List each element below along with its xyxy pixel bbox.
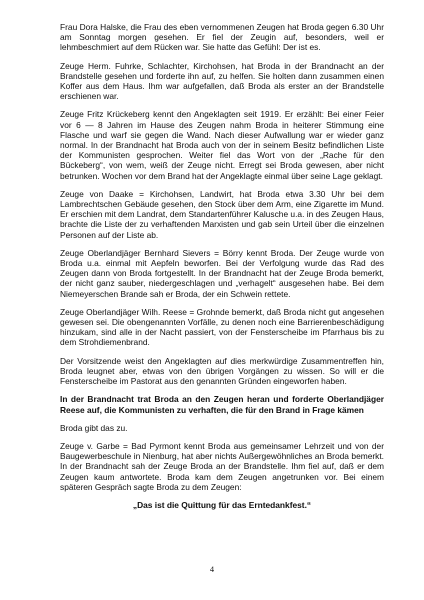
paragraph-vorsitzender: Der Vorsitzende weist den Angeklagten auf dies merkwürdige Zusammentreffen hin, Broda leugnet aber, etwas von den übrigen Vorgängen zu wissen. So will er die Fensterscheibe im Pastorat aus den genannten Gründen eingeworfen haben.	[60, 355, 384, 387]
paragraph-von-daake: Zeuge von Daake = Kirchohsen, Landwirt, hat Broda etwa 3.30 Uhr bei dem Lambrechtschen Gebäude gesehen, den Stock über dem Arm, eine Zigarette im Mund. Er erschien mit dem Landrat, dem Standartenführer Kalusche u.a. in des Zeugen Haus, brachte die Liste der zu verhaftenden Marxisten und gab sein Urteil über die einzelnen Personen auf der Liste ab.	[60, 188, 385, 240]
paragraph-fuhrke: Zeuge Herm. Fuhrke, Schlachter, Kirchohsen, hat Broda in der Brandnacht an der Brandstelle gesehen und forderte ihn auf, zu helfen. Sie holten dann zusammen einen Koffer aus dem Haus. Ihm war aufgefallen, daß Broda als erster an der Brandstelle erschienen war.	[60, 60, 384, 102]
paragraph-broda-admits: Broda gibt das zu.	[60, 422, 128, 433]
paragraph-brandnacht-highlight: In der Brandnacht trat Broda an den Zeugen heran und forderte Oberlandjäger Reese auf, die Kommunisten zu verhaften, die für den Brand in Frage kämen	[60, 394, 384, 415]
paragraph-halske: Frau Dora Halske, die Frau des eben vernommenen Zeugen hat Broda gegen 6.30 Uhr am Sonntag morgen gesehen. Er fiel der Zeugin auf, besonders, weil er lehmbeschmiert auf dem Rücken war. Sie hatte das Gefühl: Der ist es.	[60, 22, 384, 53]
paragraph-reese: Zeuge Oberlandjäger Wilh. Reese = Grohnde bemerkt, daß Broda nicht gut angesehen gewesen sei. Die obengenannten Vorfälle, zu denen noch eine Barrierenbeschädigung hinzukam, sind alle in der Nacht passiert, von der Fensterscheibe im Pfarrhaus bis zu dem Strohdiemenbrand.	[60, 306, 384, 348]
paragraph-sievers: Zeuge Oberlandjäger Bernhard Sievers = Börry kennt Broda. Der Zeuge wurde von Broda u.a. einmal mit Aepfeln beworfen. Bei der Verfolgung wurde das Rad des Zeugen dann von Broda fortgestellt. In der Brandnacht hat der Zeuge Broda bemerkt, der nicht ganz sauber, niedergeschlagen und „verhagelt“ ausgesehen habe. Bei dem Niemeyerschen Brande sah er Broda, der ein Schwein rettete.	[60, 247, 384, 299]
paragraph-krueckeberg: Zeuge Fritz Krückeberg kennt den Angeklagten seit 1919. Er erzählt: Bei einer Feier vor 6 — 8 Jahren im Hause des Zeugen nahm Broda in heiterer Stimmung eine Flasche und warf sie gegen die Wand. Nach dieser Aufwallung war er wieder ganz normal. In der Brandnacht hat Broda auch von der in seinem Besitz befindlichen Liste der Kommunisten gesprochen. Weiter fiel das Wort von der „Rache für den Bückeberg“, von wem, weiß der Zeuge nicht. Erregt sei Broda gewesen, aber nicht betrunken. Wochen vor dem Brand hat der Angeklagte einmal über seine Lage geklagt.	[60, 109, 384, 181]
quote-erntedankfest: „Das ist die Quittung für das Erntedankfest.“	[132, 499, 312, 510]
paragraph-von-garbe: Zeuge v. Garbe = Bad Pyrmont kennt Broda aus gemeinsamer Lehrzeit und von der Baugewerbeschule in Nienburg, hat aber nichts Außergewöhnliches an Broda bemerkt. In der Brandnacht sah der Zeuge Broda an der Brandstelle. Ihm fiel auf, daß er dem Zeugen kaum antwortete. Broda kam dem Zeugen angetrunken vor. Bei einem späteren Gespräch sagte Broda zu dem Zeugen:	[60, 440, 384, 492]
page-number: 4	[209, 565, 215, 574]
